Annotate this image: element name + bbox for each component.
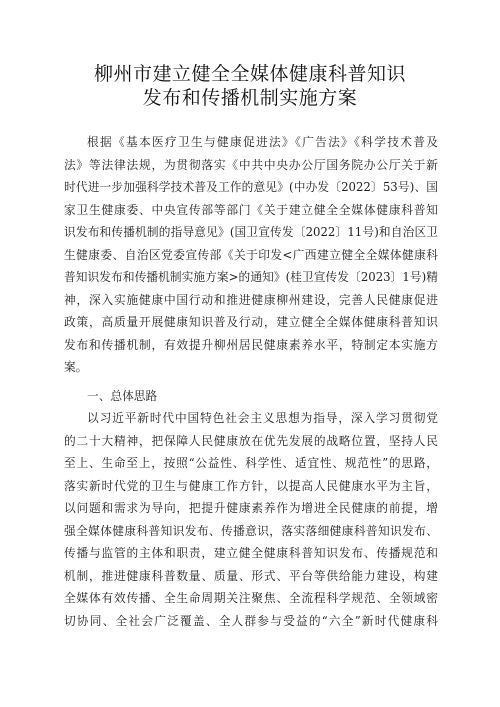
paragraph-line: 案。 xyxy=(64,360,88,374)
paragraph-line: 政策，高质量开展健康知识普及行动，建立健全全媒体健康科普知识 xyxy=(64,315,438,329)
paragraph-line: 识发布和传播机制的指导意见》(国卫宣传发〔2022〕11号)和自治区卫 xyxy=(64,225,438,239)
paragraph-line: 切协同、全社会广泛覆盖、全人群参与受益的“六全”新时代健康科 xyxy=(64,613,438,628)
paragraph-line: 时代进一步加强科学技术普及工作的意见》(中办发〔2022〕53号)、国 xyxy=(64,180,438,194)
paragraph-line: 落实新时代党的卫生与健康工作方针，以提高人民健康水平为主旨， xyxy=(64,478,438,493)
document-title-line-1: 柳州市建立健全全媒体健康科普知识 xyxy=(93,63,406,85)
paragraph-line: 的二十大精神，把保障人民健康放在优先发展的战略位置，坚持人民 xyxy=(64,433,438,448)
document-body xyxy=(64,131,438,632)
paragraph-line: 全媒体有效传播、全生命周期关注聚焦、全流程科学规范、全领域密 xyxy=(64,591,438,605)
paragraph-line: 传播与监管的主体和职责，建立健全健康科普知识发布、传播规范和 xyxy=(64,546,438,560)
paragraph-line: 以问题和需求为导向，把提升健康素养作为增进全民健康的前提，增 xyxy=(64,501,438,515)
paragraph-line: 强全媒体健康科普知识发布、传播意识，落实落细健康科普知识发布、 xyxy=(64,523,438,538)
paragraph-line: 家卫生健康委、中央宣传部等部门《关于建立健全全媒体健康科普知 xyxy=(64,202,438,217)
paragraph-line: 发布和传播机制，有效提升柳州居民健康素养水平，特制定本实施方 xyxy=(64,337,438,352)
paragraph-line: 神，深入实施健康中国行动和推进健康柳州建设，完善人民健康促进 xyxy=(64,292,438,307)
paragraph-line: 生健康委、自治区党委宣传部《关于印发<广西建立健全全媒体健康科 xyxy=(64,247,438,262)
paragraph-line: 普知识发布和传播机制实施方案>的通知》(桂卫宣传发〔2023〕1号)精 xyxy=(64,270,438,284)
paragraph-line: 机制，推进健康科普数量、质量、形式、平台等供给能力建设，构建 xyxy=(64,568,438,583)
paragraph-line: 法》等法律法规，为贯彻落实《中共中央办公厅国务院办公厅关于新 xyxy=(64,157,438,172)
paragraph-line: 以习近平新时代中国特色社会主义思想为指导，深入学习贯彻党 xyxy=(87,411,438,425)
section-heading: 一、总体思路 xyxy=(87,388,158,403)
document-title-line-2: 发布和传播机制实施方案 xyxy=(142,87,358,109)
paragraph-line: 至上、生命至上，按照“公益性、科学性、适宜性、规范性”的思路， xyxy=(64,456,438,470)
paragraph-line: 根据《基本医疗卫生与健康促进法》《广告法》《科学技术普及 xyxy=(87,135,438,149)
